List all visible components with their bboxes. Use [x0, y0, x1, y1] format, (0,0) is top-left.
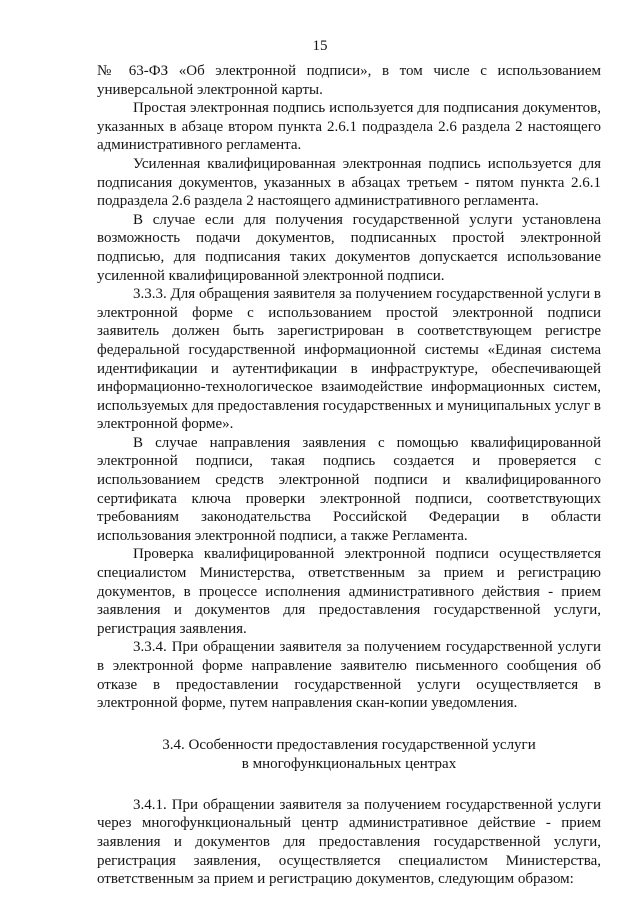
page-number: 15: [312, 38, 328, 54]
paragraph: 3.4.1. При обращении заявителя за получением государственной услуги через многофункциональный центр административное действие - прием заявления и документов для предоставления государственной услуги, регистрация заявления, осуществляется специалистом Министерства, ответственным за прием и регистрацию документов, следующим образом:: [97, 796, 601, 888]
paragraph: 3.3.4. При обращении заявителя за получением государственной услуги в электронной форме направление заявителю письменного сообщения об отказе в предоставлении государственной услуги осуществляется в электронной форме, путем направления скан-копии уведомления.: [97, 639, 601, 712]
section-title-line: 3.4. Особенности предоставления государственной услуги: [162, 736, 536, 753]
paragraph: 3.3.3. Для обращения заявителя за получением государственной услуги в электронной форме с использованием простой электронной подписи заявитель должен быть зарегистрирован в соответствующем регистре федеральной государственной информационной системы «Единая система идентификации и аутентификации в инфраструктуре, обеспечивающей информационно-технологическое взаимодействие информационных систем, используемых для предоставления государственных и муниципальных услуг в электронной форме».: [97, 286, 601, 433]
page-content: [97, 62, 601, 889]
paragraph: Проверка квалифицированной электронной подписи осуществляется специалистом Министерства, ответственным за прием и регистрацию документов, в процессе исполнения административного действия - прием заявления и документов для предоставления государственной услуги, регистрация заявления.: [97, 546, 601, 637]
section-title: [97, 736, 601, 774]
paragraph: Простая электронная подпись используется для подписания документов, указанных в абзаце втором пункта 2.6.1 подраздела 2.6 раздела 2 настоящего административного регламента.: [97, 100, 601, 154]
paragraph: В случае направления заявления с помощью квалифицированной электронной подписи, такая подпись создается и проверяется с использованием средств электронной подписи и квалифицированного сертификата ключа проверки электронной подписи, соответствующих требованиям законодательства Российской Федерации в области использования электронной подписи, а также Регламента.: [97, 434, 601, 544]
paragraph: № 63-ФЗ «Об электронной подписи», в том числе с использованием универсальной электронной карты.: [97, 63, 601, 98]
paragraph: В случае если для получения государственной услуги установлена возможность подачи документов, подписанных простой электронной подписью, для подписания таких документов допускается использование усиленной квалифицированной электронной подписи.: [97, 211, 601, 284]
section-title-line: в многофункциональных центрах: [241, 755, 457, 772]
paragraph: Усиленная квалифицированная электронная подпись используется для подписания документов, указанных в абзацах третьем - пятом пункта 2.6.1 подраздела 2.6 раздела 2 настоящего административного регламента.: [97, 155, 601, 210]
